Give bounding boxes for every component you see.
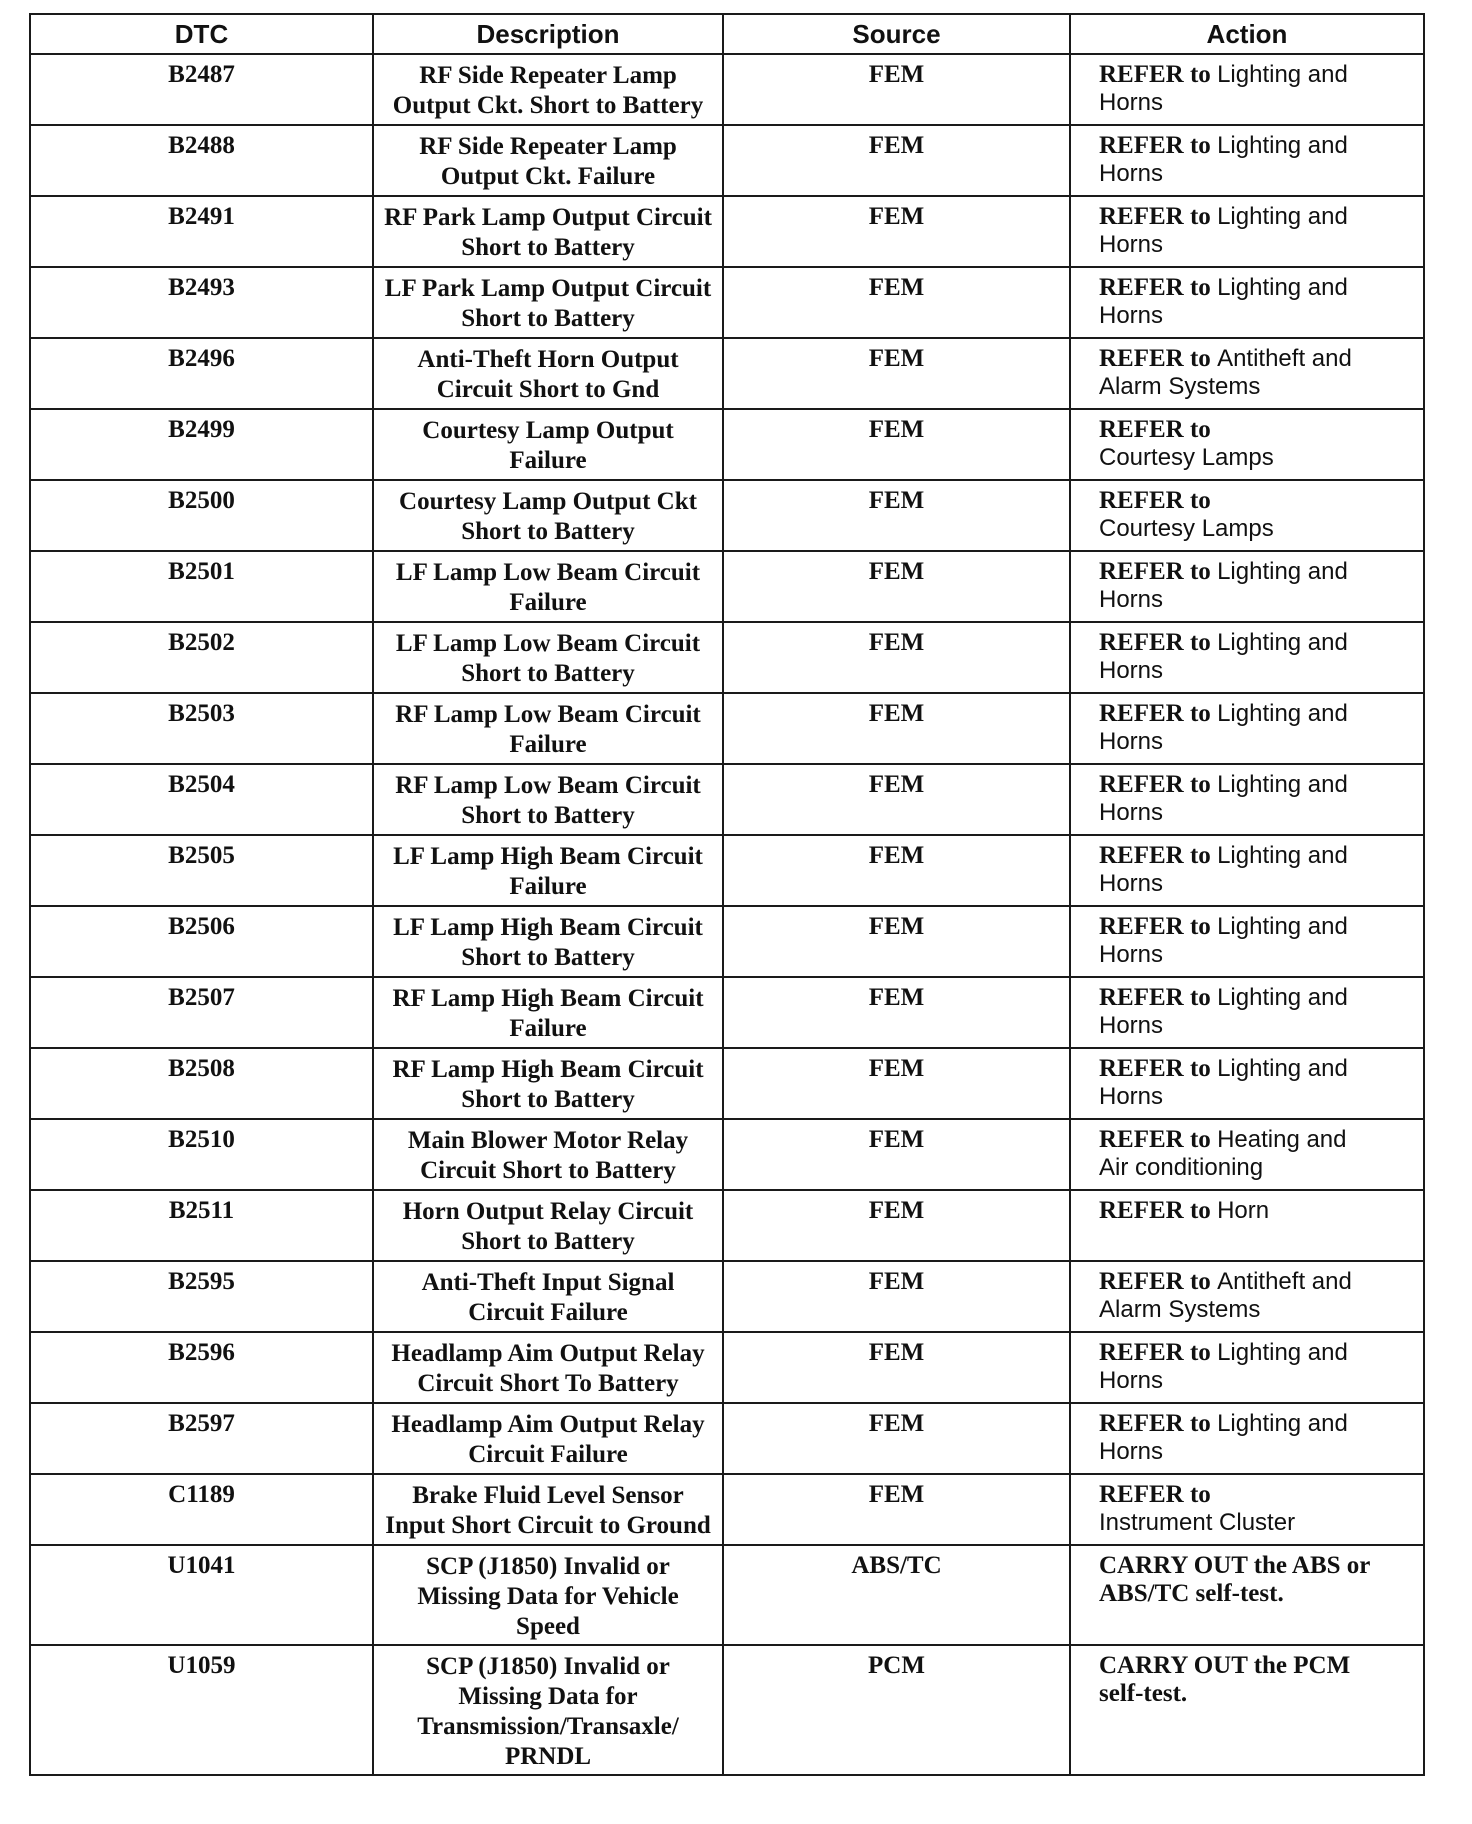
action-line <box>1099 203 1415 231</box>
action-line <box>1099 1126 1415 1154</box>
action-line <box>1099 61 1415 89</box>
cell-action <box>1070 1474 1424 1545</box>
description-line: Courtesy Lamp Output <box>422 417 674 444</box>
cell-description <box>373 1119 723 1190</box>
description-line: LF Lamp Low Beam Circuit <box>395 559 701 586</box>
description-line: Brake Fluid Level Sensor <box>412 1482 684 1509</box>
description-line: Failure <box>509 873 587 900</box>
cell-source: FEM <box>723 1474 1070 1545</box>
action-verb: REFER to <box>1099 416 1211 443</box>
description-line: LF Lamp High Beam Circuit <box>393 843 703 870</box>
table-row <box>30 54 1424 125</box>
cell-source: FEM <box>723 977 1070 1048</box>
cell-description <box>373 1545 723 1645</box>
header-source: Source <box>723 14 1070 54</box>
table-row <box>30 835 1424 906</box>
cell-source: FEM <box>723 551 1070 622</box>
cell-dtc: B2488 <box>30 125 373 196</box>
action-reference-line: Horns <box>1099 231 1164 258</box>
cell-description <box>373 906 723 977</box>
table-row <box>30 622 1424 693</box>
cell-dtc: B2505 <box>30 835 373 906</box>
description-line: SCP (J1850) Invalid or <box>426 1553 670 1580</box>
table-row <box>30 693 1424 764</box>
action-line <box>1099 984 1415 1012</box>
table-row <box>30 1645 1424 1775</box>
cell-dtc: B2496 <box>30 338 373 409</box>
cell-dtc: B2493 <box>30 267 373 338</box>
action-reference-line: Horns <box>1099 89 1164 116</box>
action-reference-line: Alarm Systems <box>1099 1296 1261 1323</box>
cell-source: FEM <box>723 125 1070 196</box>
table-row <box>30 906 1424 977</box>
action-line <box>1099 558 1415 586</box>
description-line: Speed <box>516 1613 580 1640</box>
cell-dtc: B2491 <box>30 196 373 267</box>
cell-dtc: C1189 <box>30 1474 373 1545</box>
cell-dtc: U1041 <box>30 1545 373 1645</box>
description-line: Courtesy Lamp Output Ckt <box>399 488 697 515</box>
action-reference: Lighting and <box>1217 1055 1348 1082</box>
description-line: Headlamp Aim Output Relay <box>391 1411 705 1438</box>
cell-source: FEM <box>723 1261 1070 1332</box>
description-line: Headlamp Aim Output Relay <box>391 1340 705 1367</box>
action-reference-line: Alarm Systems <box>1099 373 1261 400</box>
action-verb: REFER to <box>1099 1339 1211 1366</box>
cell-description <box>373 622 723 693</box>
cell-action <box>1070 1048 1424 1119</box>
table-row <box>30 125 1424 196</box>
action-line <box>1099 1055 1415 1083</box>
action-line <box>1099 132 1415 160</box>
cell-action <box>1070 1545 1424 1645</box>
action-line <box>1099 700 1415 728</box>
action-verb: REFER to <box>1099 913 1211 940</box>
description-line: Short to Battery <box>461 234 635 261</box>
action-verb: REFER to <box>1099 984 1211 1011</box>
cell-action <box>1070 1119 1424 1190</box>
description-line: RF Lamp Low Beam Circuit <box>395 701 701 728</box>
action-reference: Antitheft and <box>1217 1268 1352 1295</box>
cell-action <box>1070 267 1424 338</box>
action-reference-line: Horns <box>1099 586 1164 613</box>
action-verb: REFER to <box>1099 1410 1211 1437</box>
cell-action <box>1070 338 1424 409</box>
table-row <box>30 1332 1424 1403</box>
cell-action <box>1070 125 1424 196</box>
cell-description <box>373 480 723 551</box>
cell-description <box>373 1474 723 1545</box>
table-row <box>30 1474 1424 1545</box>
action-reference-line: Air conditioning <box>1099 1154 1264 1181</box>
description-line: Short to Battery <box>461 518 635 545</box>
cell-action <box>1070 693 1424 764</box>
description-line: Short to Battery <box>461 802 635 829</box>
cell-dtc: B2596 <box>30 1332 373 1403</box>
cell-action <box>1070 1261 1424 1332</box>
description-line: Horn Output Relay Circuit <box>402 1198 694 1225</box>
action-reference-line: Horns <box>1099 1012 1164 1039</box>
action-verb: REFER to <box>1099 700 1211 727</box>
description-line: PRNDL <box>504 1743 592 1770</box>
cell-dtc: B2504 <box>30 764 373 835</box>
action-line <box>1099 1410 1415 1438</box>
cell-description <box>373 1190 723 1261</box>
action-verb: REFER to <box>1099 203 1211 230</box>
description-line: Circuit Failure <box>468 1441 628 1468</box>
cell-source: FEM <box>723 906 1070 977</box>
action-reference: Heating and <box>1217 1126 1347 1153</box>
table-row <box>30 338 1424 409</box>
action-reference-line: Horns <box>1099 941 1164 968</box>
action-verb: REFER to <box>1099 558 1211 585</box>
cell-description <box>373 1645 723 1775</box>
dtc-table <box>29 13 1425 1776</box>
description-line: Main Blower Motor Relay <box>407 1127 689 1154</box>
description-line: Failure <box>509 447 587 474</box>
action-line <box>1099 416 1415 444</box>
description-line: RF Lamp Low Beam Circuit <box>395 772 701 799</box>
action-verb: REFER to <box>1099 1268 1211 1295</box>
cell-dtc: B2511 <box>30 1190 373 1261</box>
cell-source: PCM <box>723 1645 1070 1775</box>
cell-source: FEM <box>723 54 1070 125</box>
table-row <box>30 764 1424 835</box>
cell-description <box>373 125 723 196</box>
cell-source: FEM <box>723 480 1070 551</box>
description-line: Short to Battery <box>461 1086 635 1113</box>
cell-action <box>1070 622 1424 693</box>
action-line: self-test. <box>1099 1680 1188 1707</box>
table-row <box>30 409 1424 480</box>
cell-description <box>373 551 723 622</box>
header-action: Action <box>1070 14 1424 54</box>
cell-source: FEM <box>723 1048 1070 1119</box>
description-line: Output Ckt. Short to Battery <box>392 92 704 119</box>
description-line: LF Lamp Low Beam Circuit <box>395 630 701 657</box>
action-verb: REFER to <box>1099 1481 1211 1508</box>
action-verb: REFER to <box>1099 842 1211 869</box>
header-row <box>30 14 1424 54</box>
cell-action <box>1070 1645 1424 1775</box>
description-line: Transmission/Transaxle/ <box>417 1713 679 1740</box>
description-line: Missing Data for Vehicle <box>417 1583 679 1610</box>
table-row <box>30 1545 1424 1645</box>
description-line: Anti-Theft Horn Output <box>417 346 679 373</box>
action-line <box>1099 842 1415 870</box>
cell-dtc: B2500 <box>30 480 373 551</box>
cell-action <box>1070 835 1424 906</box>
cell-dtc: B2503 <box>30 693 373 764</box>
action-line <box>1099 1339 1415 1367</box>
table-row <box>30 1048 1424 1119</box>
cell-source: FEM <box>723 622 1070 693</box>
action-line <box>1099 771 1415 799</box>
description-line: Failure <box>509 589 587 616</box>
table-row <box>30 1403 1424 1474</box>
cell-action <box>1070 977 1424 1048</box>
description-line: RF Side Repeater Lamp <box>419 62 677 89</box>
action-verb: REFER to <box>1099 629 1211 656</box>
description-line: Anti-Theft Input Signal <box>421 1269 675 1296</box>
cell-source: FEM <box>723 267 1070 338</box>
cell-action <box>1070 196 1424 267</box>
cell-action <box>1070 1190 1424 1261</box>
description-line: RF Lamp High Beam Circuit <box>392 985 704 1012</box>
description-line: RF Lamp High Beam Circuit <box>392 1056 704 1083</box>
action-reference-line: Horns <box>1099 160 1164 187</box>
action-line: CARRY OUT the PCM <box>1099 1652 1351 1679</box>
cell-action <box>1070 409 1424 480</box>
cell-action <box>1070 906 1424 977</box>
action-reference: Lighting and <box>1217 132 1348 159</box>
action-reference-line: Horns <box>1099 870 1164 897</box>
cell-dtc: B2499 <box>30 409 373 480</box>
cell-description <box>373 835 723 906</box>
action-reference-line: Horns <box>1099 1367 1164 1394</box>
action-verb: REFER to <box>1099 1126 1211 1153</box>
action-reference: Antitheft and <box>1217 345 1352 372</box>
description-line: Output Ckt. Failure <box>440 163 656 190</box>
cell-description <box>373 1332 723 1403</box>
action-line <box>1099 913 1415 941</box>
cell-description <box>373 977 723 1048</box>
cell-source: FEM <box>723 1190 1070 1261</box>
description-line: RF Park Lamp Output Circuit <box>384 204 712 231</box>
action-reference-line: Courtesy Lamps <box>1099 444 1274 471</box>
table-row <box>30 1119 1424 1190</box>
cell-source: FEM <box>723 338 1070 409</box>
description-line: Failure <box>509 1015 587 1042</box>
cell-dtc: B2487 <box>30 54 373 125</box>
cell-action <box>1070 764 1424 835</box>
cell-source: FEM <box>723 693 1070 764</box>
description-line: Missing Data for <box>458 1683 638 1710</box>
action-reference: Lighting and <box>1217 203 1348 230</box>
description-line: Failure <box>509 731 587 758</box>
description-line: SCP (J1850) Invalid or <box>426 1653 670 1680</box>
table-row <box>30 551 1424 622</box>
action-reference-line: Horns <box>1099 1438 1164 1465</box>
action-reference-line: Horns <box>1099 657 1164 684</box>
cell-source: FEM <box>723 409 1070 480</box>
description-line: RF Side Repeater Lamp <box>419 133 677 160</box>
header-description: Description <box>373 14 723 54</box>
action-reference: Lighting and <box>1217 629 1348 656</box>
action-reference: Lighting and <box>1217 1410 1348 1437</box>
action-reference-line: Horns <box>1099 1083 1164 1110</box>
action-line <box>1099 629 1415 657</box>
cell-source: FEM <box>723 764 1070 835</box>
cell-source: FEM <box>723 1119 1070 1190</box>
table-row <box>30 267 1424 338</box>
action-verb: REFER to <box>1099 345 1211 372</box>
action-verb: REFER to <box>1099 771 1211 798</box>
cell-description <box>373 764 723 835</box>
action-reference-line: Instrument Cluster <box>1099 1509 1296 1536</box>
cell-action <box>1070 1332 1424 1403</box>
description-line: Circuit Short To Battery <box>417 1370 679 1397</box>
cell-action <box>1070 54 1424 125</box>
description-line: Short to Battery <box>461 305 635 332</box>
cell-description <box>373 1048 723 1119</box>
cell-description <box>373 196 723 267</box>
cell-description <box>373 338 723 409</box>
action-reference-line: Horns <box>1099 728 1164 755</box>
cell-source: FEM <box>723 1332 1070 1403</box>
action-line <box>1099 487 1415 515</box>
action-reference-line: Courtesy Lamps <box>1099 515 1274 542</box>
description-line: Circuit Short to Gnd <box>436 376 660 403</box>
action-reference: Lighting and <box>1217 913 1348 940</box>
action-line <box>1099 1481 1415 1509</box>
action-reference: Lighting and <box>1217 984 1348 1011</box>
action-verb: REFER to <box>1099 132 1211 159</box>
table-body <box>30 54 1424 1775</box>
cell-description <box>373 1261 723 1332</box>
action-reference: Lighting and <box>1217 771 1348 798</box>
header-dtc: DTC <box>30 14 373 54</box>
cell-action <box>1070 480 1424 551</box>
cell-description <box>373 54 723 125</box>
action-verb: REFER to <box>1099 487 1211 514</box>
table-row <box>30 196 1424 267</box>
action-line <box>1099 1197 1415 1225</box>
description-line: LF Lamp High Beam Circuit <box>393 914 703 941</box>
action-reference-line: Horns <box>1099 799 1164 826</box>
action-line <box>1099 1268 1415 1296</box>
action-reference: Lighting and <box>1217 558 1348 585</box>
cell-dtc: B2510 <box>30 1119 373 1190</box>
cell-action <box>1070 1403 1424 1474</box>
cell-source: FEM <box>723 835 1070 906</box>
action-reference: Lighting and <box>1217 1339 1348 1366</box>
action-reference: Lighting and <box>1217 700 1348 727</box>
cell-dtc: B2595 <box>30 1261 373 1332</box>
description-line: Input Short Circuit to Ground <box>385 1512 711 1539</box>
description-line: Short to Battery <box>461 1228 635 1255</box>
cell-dtc: B2506 <box>30 906 373 977</box>
action-reference: Lighting and <box>1217 61 1348 88</box>
action-reference: Horn <box>1217 1197 1270 1224</box>
cell-source: FEM <box>723 1403 1070 1474</box>
action-line: CARRY OUT the ABS or <box>1099 1552 1371 1579</box>
action-line <box>1099 345 1415 373</box>
action-reference: Lighting and <box>1217 274 1348 301</box>
description-line: Short to Battery <box>461 660 635 687</box>
cell-action <box>1070 551 1424 622</box>
action-reference: Lighting and <box>1217 842 1348 869</box>
description-line: Circuit Short to Battery <box>420 1157 676 1184</box>
table-row <box>30 1261 1424 1332</box>
cell-source: ABS/TC <box>723 1545 1070 1645</box>
cell-dtc: B2508 <box>30 1048 373 1119</box>
table-row <box>30 977 1424 1048</box>
description-line: Short to Battery <box>461 944 635 971</box>
cell-dtc: B2502 <box>30 622 373 693</box>
action-line: ABS/TC self-test. <box>1099 1580 1284 1607</box>
action-verb: REFER to <box>1099 274 1211 301</box>
action-reference-line: Horns <box>1099 302 1164 329</box>
cell-description <box>373 267 723 338</box>
description-line: LF Park Lamp Output Circuit <box>384 275 712 302</box>
cell-dtc: U1059 <box>30 1645 373 1775</box>
action-verb: REFER to <box>1099 61 1211 88</box>
cell-dtc: B2507 <box>30 977 373 1048</box>
action-verb: REFER to <box>1099 1055 1211 1082</box>
action-line <box>1099 274 1415 302</box>
table-row <box>30 480 1424 551</box>
cell-dtc: B2501 <box>30 551 373 622</box>
table-row <box>30 1190 1424 1261</box>
cell-source: FEM <box>723 196 1070 267</box>
cell-dtc: B2597 <box>30 1403 373 1474</box>
cell-description <box>373 409 723 480</box>
description-line: Circuit Failure <box>468 1299 628 1326</box>
action-verb: REFER to <box>1099 1197 1211 1224</box>
cell-description <box>373 693 723 764</box>
cell-description <box>373 1403 723 1474</box>
